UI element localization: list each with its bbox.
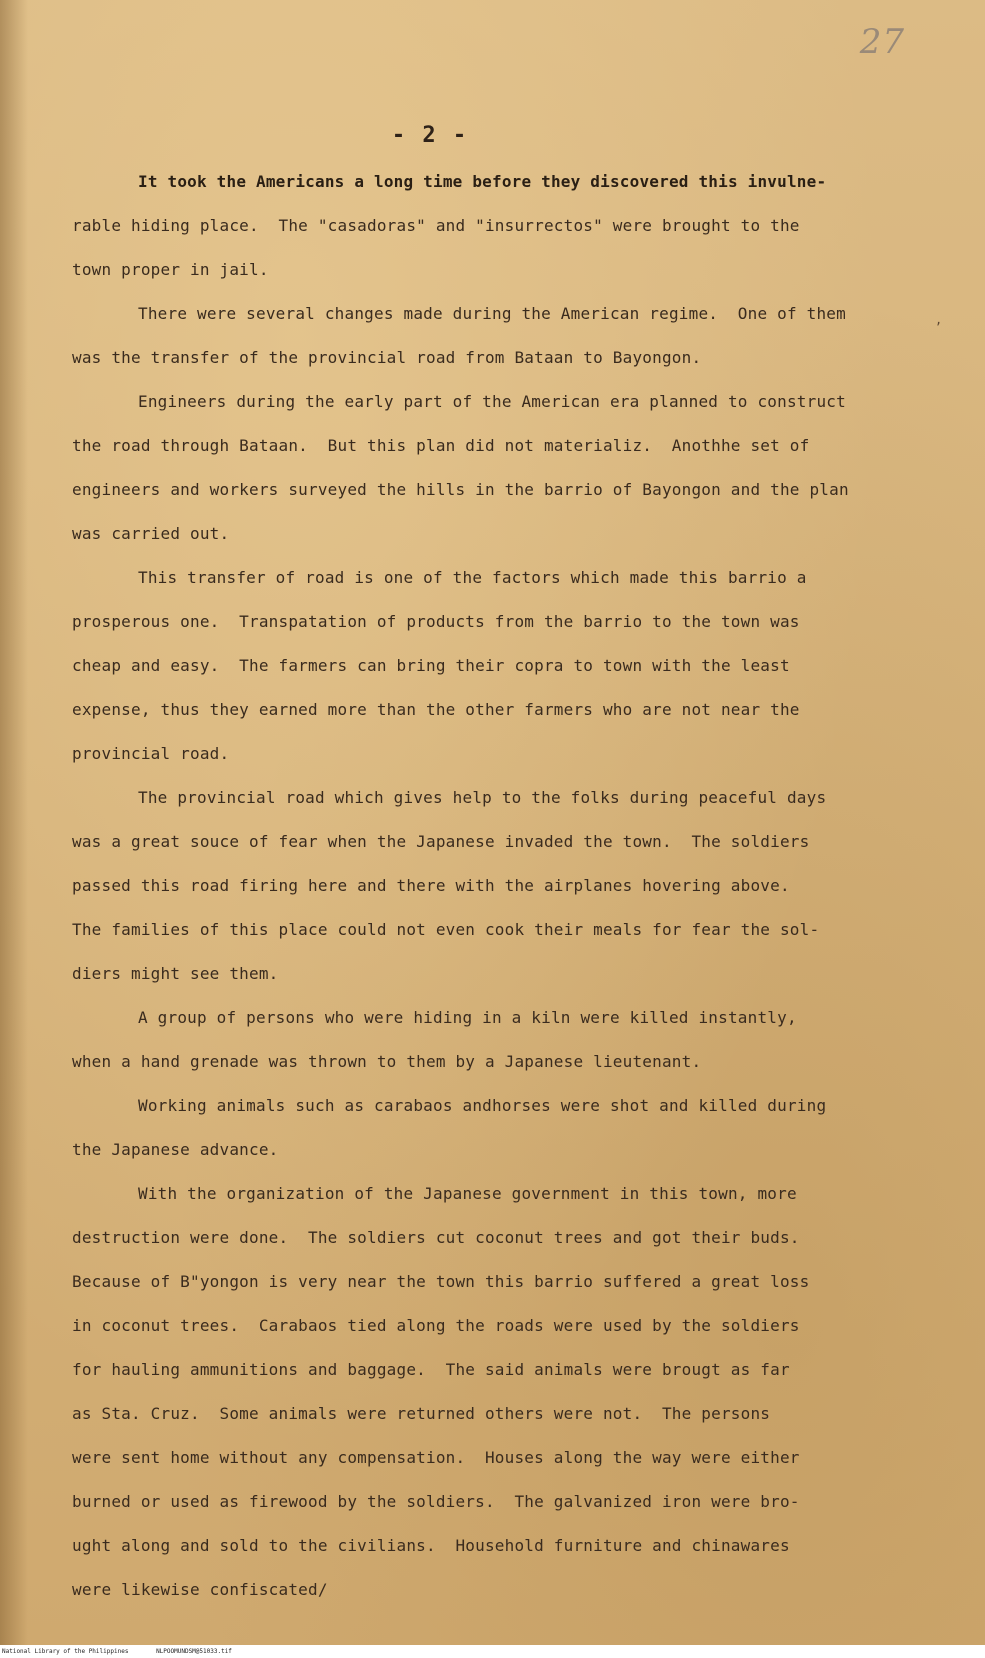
scan-footer [0,1645,985,1658]
text-line: Engineers during the early part of the American era planned to construct [138,392,846,411]
text-line: were likewise confiscated/ [72,1580,328,1599]
text-line: the Japanese advance. [72,1140,279,1159]
text-line: engineers and workers surveyed the hills in the barrio of Bayongon and the plan [72,480,849,499]
handwritten-page-number: 27 [859,22,905,62]
text-line: expense, thus they earned more than the other farmers who are not near the [72,700,800,719]
text-line: destruction were done. The soldiers cut coconut trees and got their buds. [72,1228,800,1247]
text-line: in coconut trees. Carabaos tied along the roads were used by the soldiers [72,1316,800,1335]
text-line: as Sta. Cruz. Some animals were returned others were not. The persons [72,1404,771,1423]
text-line: town proper in jail. [72,260,269,279]
text-line: The provincial road which gives help to the folks during peaceful days [138,788,827,807]
page-number: - 2 - [391,123,469,148]
text-line: was the transfer of the provincial road from Bataan to Bayongon. [72,348,702,367]
text-line: This transfer of road is one of the factors which made this barrio a [138,568,807,587]
text-line: provincial road. [72,744,230,763]
text-line: With the organization of the Japanese government in this town, more [138,1184,797,1203]
text-line: rable hiding place. The "casadoras" and "insurrectos" were brought to the [72,216,800,235]
text-line: were sent home without any compensation. Houses along the way were either [72,1448,800,1467]
footer-source: National Library of the Philippines [2,1648,129,1655]
text-line: cheap and easy. The farmers can bring their copra to town with the least [72,656,790,675]
text-line: was carried out. [72,524,230,543]
text-line: the road through Bataan. But this plan did not materializ. Anothhe set of [72,436,810,455]
document-body [72,160,932,1612]
text-line: for hauling ammunitions and baggage. The said animals were brougt as far [72,1360,790,1379]
text-line: was a great souce of fear when the Japanese invaded the town. The soldiers [72,832,810,851]
text-line: passed this road firing here and there with the airplanes hovering above. [72,876,790,895]
text-line: There were several changes made during the American regime. One of them [138,304,846,323]
text-line: ught along and sold to the civilians. Household furniture and chinawares [72,1536,790,1555]
margin-mark: , [935,313,943,327]
text-line: Because of B"yongon is very near the town this barrio suffered a great loss [72,1272,810,1291]
text-line: prosperous one. Transpatation of products from the barrio to the town was [72,612,800,631]
text-line: A group of persons who were hiding in a kiln were killed instantly, [138,1008,797,1027]
footer-file: NLPOOMUNDSM@51033.tif [156,1648,232,1655]
text-line: burned or used as firewood by the soldiers. The galvanized iron were bro- [72,1492,800,1511]
text-line: It took the Americans a long time before they discovered this invulne- [138,172,827,191]
text-line: The families of this place could not even cook their meals for fear the sol- [72,920,820,939]
text-line: Working animals such as carabaos andhorses were shot and killed during [138,1096,827,1115]
text-line: when a hand grenade was thrown to them by a Japanese lieutenant. [72,1052,702,1071]
text-line: diers might see them. [72,964,279,983]
